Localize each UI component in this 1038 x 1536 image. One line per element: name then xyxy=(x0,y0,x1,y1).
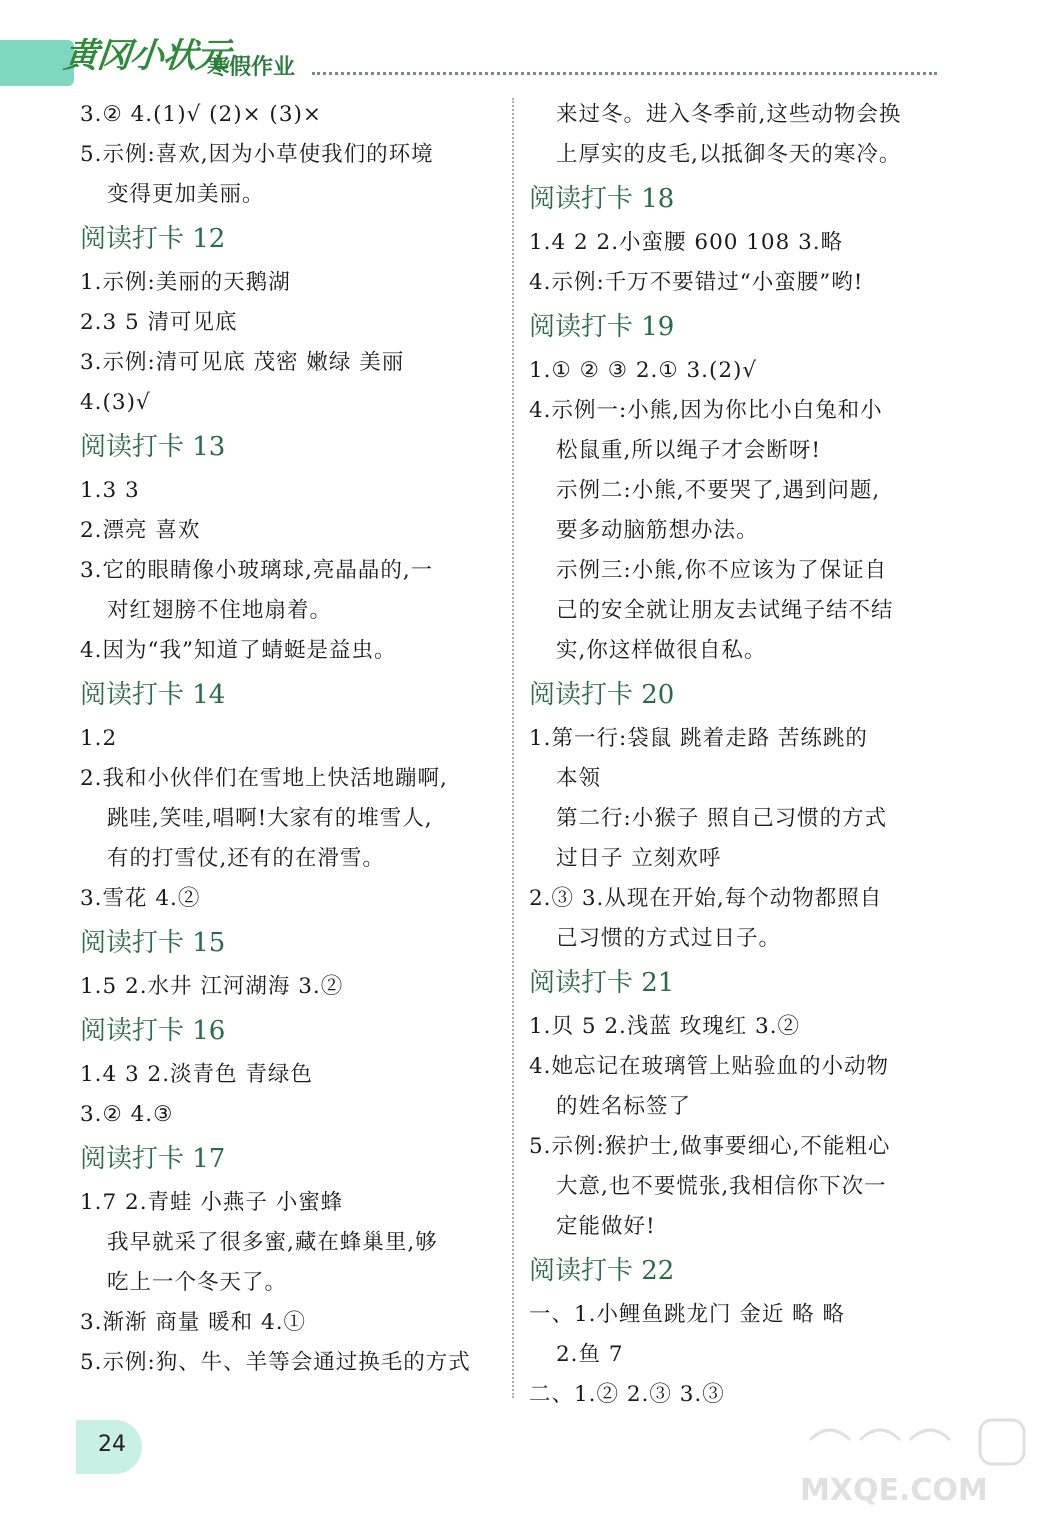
answer-line: 1.3 3 xyxy=(80,478,140,503)
answer-line: 大意,也不要慌张,我相信你下次一 xyxy=(556,1174,887,1199)
answer-line: 来过冬。进入冬季前,这些动物会换 xyxy=(556,102,902,127)
answer-line: 我早就采了很多蜜,藏在蜂巢里,够 xyxy=(107,1230,438,1255)
answer-line: 吃上一个冬天了。 xyxy=(107,1270,288,1295)
section-heading: 阅读打卡 17 xyxy=(80,1144,226,1174)
section-heading: 阅读打卡 12 xyxy=(80,224,226,254)
answer-line: 实,你这样做很自私。 xyxy=(556,638,767,663)
answer-line: 1.第一行:袋鼠 跳着走路 苦练跳的 xyxy=(529,726,868,751)
section-heading: 阅读打卡 19 xyxy=(529,312,675,342)
answer-line: 3.示例:清可见底 茂密 嫩绿 美丽 xyxy=(80,350,405,375)
answer-line: 己的安全就让朋友去试绳子结不结 xyxy=(556,598,894,623)
answer-line: 己习惯的方式过日子。 xyxy=(556,926,782,951)
answer-line: 3.② 4.(1)√ (2)× (3)× xyxy=(80,102,322,127)
answer-line: 变得更加美丽。 xyxy=(107,182,265,207)
answer-line: 示例二:小熊,不要哭了,遇到问题, xyxy=(556,478,881,503)
header-dotted-rule xyxy=(312,72,937,75)
book-title: 寒假作业 xyxy=(207,55,296,80)
answer-line: 3.渐渐 商量 暖和 4.① xyxy=(80,1310,307,1335)
answer-line: 本领 xyxy=(556,766,602,791)
left-column xyxy=(80,95,500,1383)
answer-line: 5.示例:喜欢,因为小草使我们的环境 xyxy=(80,142,434,167)
answer-line: 1.① ② ③ 2.① 3.(2)√ xyxy=(529,358,758,383)
answer-line: 过日子 立刻欢呼 xyxy=(556,846,722,871)
section-heading: 阅读打卡 16 xyxy=(80,1016,226,1046)
answer-line: 5.示例:猴护士,做事要细心,不能粗心 xyxy=(529,1134,891,1159)
answer-line: 松鼠重,所以绳子才会断呀! xyxy=(556,438,821,463)
answer-line: 有的打雪仗,还有的在滑雪。 xyxy=(107,846,385,871)
answer-line: 2.我和小伙伴们在雪地上快活地蹦啊, xyxy=(80,766,448,791)
page-header xyxy=(0,0,1038,92)
answer-line: 2.③ 3.从现在开始,每个动物都照自 xyxy=(529,886,883,911)
answer-line: 二、1.② 2.③ 3.③ xyxy=(529,1382,725,1407)
answer-line: 1.2 xyxy=(80,726,118,751)
brand-logo: 黄冈小状元 xyxy=(61,36,232,76)
answer-line: 一、1.小鲤鱼跳龙门 金近 略 略 xyxy=(529,1302,846,1327)
answer-line: 4.示例:千万不要错过“小蛮腰”哟! xyxy=(529,270,864,295)
answer-line: 4.她忘记在玻璃管上贴验血的小动物 xyxy=(529,1054,890,1079)
answer-line: 1.4 3 2.淡青色 青绿色 xyxy=(80,1062,313,1087)
answer-line: 示例三:小熊,你不应该为了保证自 xyxy=(556,558,888,583)
answer-line: 4.(3)√ xyxy=(80,390,151,415)
section-heading: 阅读打卡 14 xyxy=(80,680,226,710)
answer-line: 定能做好! xyxy=(556,1214,656,1239)
answer-line: 上厚实的皮毛,以抵御冬天的寒冷。 xyxy=(556,142,902,167)
svg-text:MXQE.COM: MXQE.COM xyxy=(800,1473,988,1508)
answer-line: 4.示例一:小熊,因为你比小白兔和小 xyxy=(529,398,883,423)
answer-line: 对红翅膀不住地扇着。 xyxy=(107,598,333,623)
section-heading: 阅读打卡 22 xyxy=(529,1256,675,1286)
answer-line: 5.示例:狗、牛、羊等会通过换毛的方式 xyxy=(80,1350,471,1375)
section-heading: 阅读打卡 15 xyxy=(80,928,226,958)
answer-line: 3.它的眼睛像小玻璃球,亮晶晶的,一 xyxy=(80,558,434,583)
answer-line: 跳哇,笑哇,唱啊!大家有的堆雪人, xyxy=(107,806,433,831)
answer-line: 4.因为“我”知道了蜻蜓是益虫。 xyxy=(80,638,397,663)
column-divider xyxy=(512,98,514,1398)
watermark-logo xyxy=(790,1400,1030,1520)
section-heading: 阅读打卡 18 xyxy=(529,184,675,214)
answer-line: 1.示例:美丽的天鹅湖 xyxy=(80,270,291,295)
page-number: 24 xyxy=(98,1432,126,1457)
answer-line: 要多动脑筋想办法。 xyxy=(556,518,759,543)
answer-line: 3.雪花 4.② xyxy=(80,886,201,911)
answer-line: 2.漂亮 喜欢 xyxy=(80,518,201,543)
answer-line: 1.贝 5 2.浅蓝 玫瑰红 3.② xyxy=(529,1014,801,1039)
answer-line: 的姓名标签了 xyxy=(556,1094,692,1119)
right-column xyxy=(529,95,954,1415)
answer-line: 1.4 2 2.小蛮腰 600 108 3.略 xyxy=(529,230,844,255)
answer-line: 1.7 2.青蛙 小燕子 小蜜蜂 xyxy=(80,1190,344,1215)
answer-line: 3.② 4.③ xyxy=(80,1102,174,1127)
answer-line: 第二行:小猴子 照自己习惯的方式 xyxy=(556,806,888,831)
section-heading: 阅读打卡 13 xyxy=(80,432,226,462)
answer-line: 2.3 5 清可见底 xyxy=(80,310,238,335)
answer-line: 1.5 2.水井 江河湖海 3.② xyxy=(80,974,344,999)
section-heading: 阅读打卡 21 xyxy=(529,968,675,998)
answer-line: 2.鱼 7 xyxy=(556,1342,624,1367)
section-heading: 阅读打卡 20 xyxy=(529,680,675,710)
